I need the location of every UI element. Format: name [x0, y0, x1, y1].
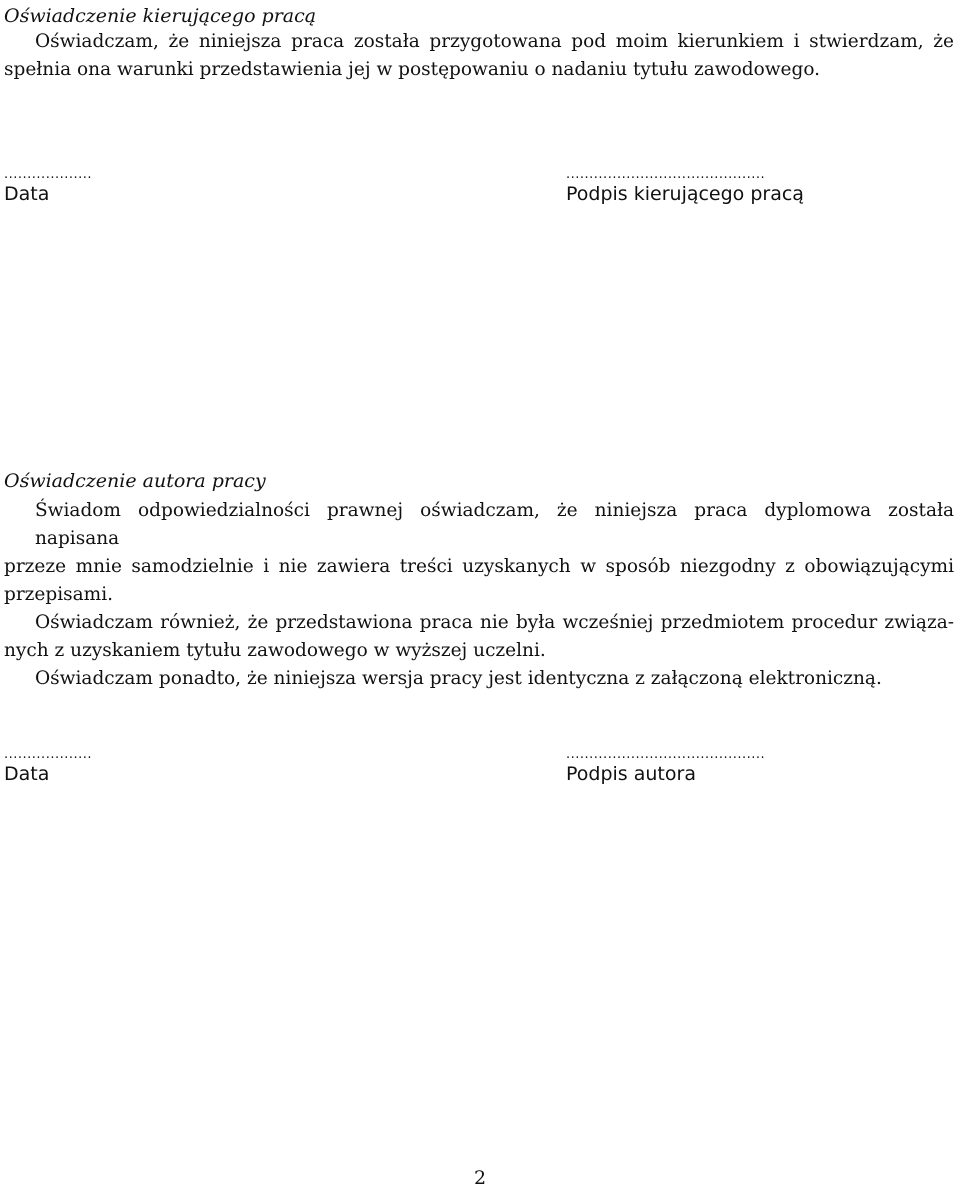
supervisor-date-field	[4, 168, 92, 206]
supervisor-date-dots: ...................	[4, 167, 93, 182]
author-signature-label: Podpis autora	[566, 763, 696, 785]
author-statement-line-5: nych z uzyskaniem tytułu zawodowego w wyższej uczelni.	[4, 640, 546, 661]
author-statement-line-4: Oświadczam również, że przedstawiona praca nie była wcześniej przedmiotem procedur związa-	[35, 612, 954, 633]
supervisor-signature-label: Podpis kierującego pracą	[566, 183, 804, 205]
supervisor-date-label: Data	[4, 183, 50, 205]
author-signature-field	[566, 748, 765, 786]
author-statement-line-1: Świadom odpowiedzialności prawnej oświadczam, że niniejsza praca dyplomowa została napisana	[35, 500, 954, 549]
author-statement-heading: Oświadczenie autora pracy	[4, 470, 266, 492]
author-date-dots: ...................	[4, 747, 93, 762]
author-signature-dots: ...........................................	[566, 747, 766, 762]
supervisor-statement-line-1: Oświadczam, że niniejsza praca została przygotowana pod moim kierunkiem i stwierdzam, że	[35, 31, 954, 52]
author-statement-line-3: przepisami.	[4, 584, 114, 605]
page-number: 2	[473, 1167, 487, 1189]
author-statement-line-6: Oświadczam ponadto, że niniejsza wersja pracy jest identyczna z załączoną elektroniczną.	[35, 668, 882, 689]
supervisor-statement-heading: Oświadczenie kierującego pracą	[4, 5, 317, 27]
supervisor-signature-dots: ...........................................	[566, 167, 766, 182]
author-statement-line-2: przeze mnie samodzielnie i nie zawiera treści uzyskanych w sposób niezgodny z obowiązującymi	[4, 556, 954, 577]
supervisor-statement-text	[4, 28, 954, 84]
author-date-label: Data	[4, 763, 50, 785]
author-date-field	[4, 748, 92, 786]
author-statement-text	[4, 497, 954, 693]
supervisor-signature-field	[566, 168, 804, 206]
supervisor-statement-line-2: spełnia ona warunki przedstawienia jej w postępowaniu o nadaniu tytułu zawodowego.	[4, 59, 821, 80]
